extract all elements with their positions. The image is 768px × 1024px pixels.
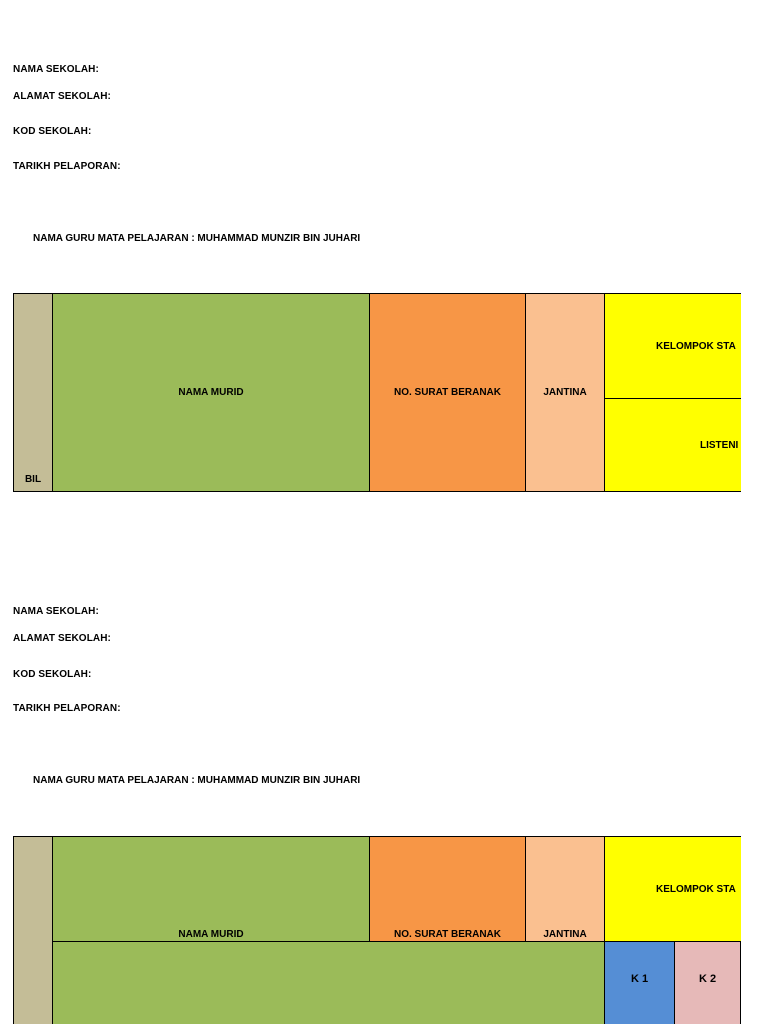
tarikh-pelaporan-label-2: TARIKH PELAPORAN: xyxy=(13,703,121,714)
jantina-header-label-2: JANTINA xyxy=(543,929,587,940)
jantina-header-2 xyxy=(525,836,605,942)
k2-header-label: K 2 xyxy=(698,972,717,985)
k1-header-label: K 1 xyxy=(630,972,649,985)
listening-header-label: LISTENI xyxy=(700,439,739,451)
tarikh-pelaporan-label: TARIKH PELAPORAN: xyxy=(13,161,121,172)
no-surat-beranak-header xyxy=(369,293,526,492)
k2-header xyxy=(674,941,741,1024)
nama-guru-label-2: NAMA GURU MATA PELAJARAN : MUHAMMAD MUNZIR BIN JUHARI xyxy=(33,775,361,786)
bil-header-label: BIL xyxy=(24,474,42,485)
nama-murid-header-label: NAMA MURID xyxy=(178,387,244,398)
no-surat-beranak-header-2 xyxy=(369,836,526,942)
no-surat-beranak-header-label: NO. SURAT BERANAK xyxy=(393,387,502,398)
jantina-header-label: JANTINA xyxy=(543,387,587,398)
jantina-header xyxy=(525,293,605,492)
nama-sekolah-label-2: NAMA SEKOLAH: xyxy=(13,606,99,617)
alamat-sekolah-label-2: ALAMAT SEKOLAH: xyxy=(13,633,111,644)
kelompok-standard-header-label: KELOMPOK STA xyxy=(656,340,736,352)
no-surat-beranak-header-label-2: NO. SURAT BERANAK xyxy=(393,929,502,940)
nama-sekolah-label: NAMA SEKOLAH: xyxy=(13,64,99,75)
kelompok-standard-header-2 xyxy=(604,836,741,942)
nama-murid-header-label-2: NAMA MURID xyxy=(178,929,244,940)
kod-sekolah-label-2: KOD SEKOLAH: xyxy=(13,669,92,680)
listening-header xyxy=(604,398,741,492)
bil-header xyxy=(13,293,53,492)
kelompok-standard-header-label-2: KELOMPOK STA xyxy=(656,883,736,895)
nama-murid-header-2 xyxy=(52,836,370,942)
kelompok-standard-header xyxy=(604,293,741,399)
nama-murid-header xyxy=(52,293,370,492)
bil-header-2 xyxy=(13,836,53,1024)
nama-guru-label: NAMA GURU MATA PELAJARAN : MUHAMMAD MUNZIR BIN JUHARI xyxy=(33,233,361,244)
alamat-sekolah-label: ALAMAT SEKOLAH: xyxy=(13,91,111,102)
k1-header xyxy=(604,941,675,1024)
nama-murid-body-2 xyxy=(52,941,605,1024)
kod-sekolah-label: KOD SEKOLAH: xyxy=(13,126,92,137)
